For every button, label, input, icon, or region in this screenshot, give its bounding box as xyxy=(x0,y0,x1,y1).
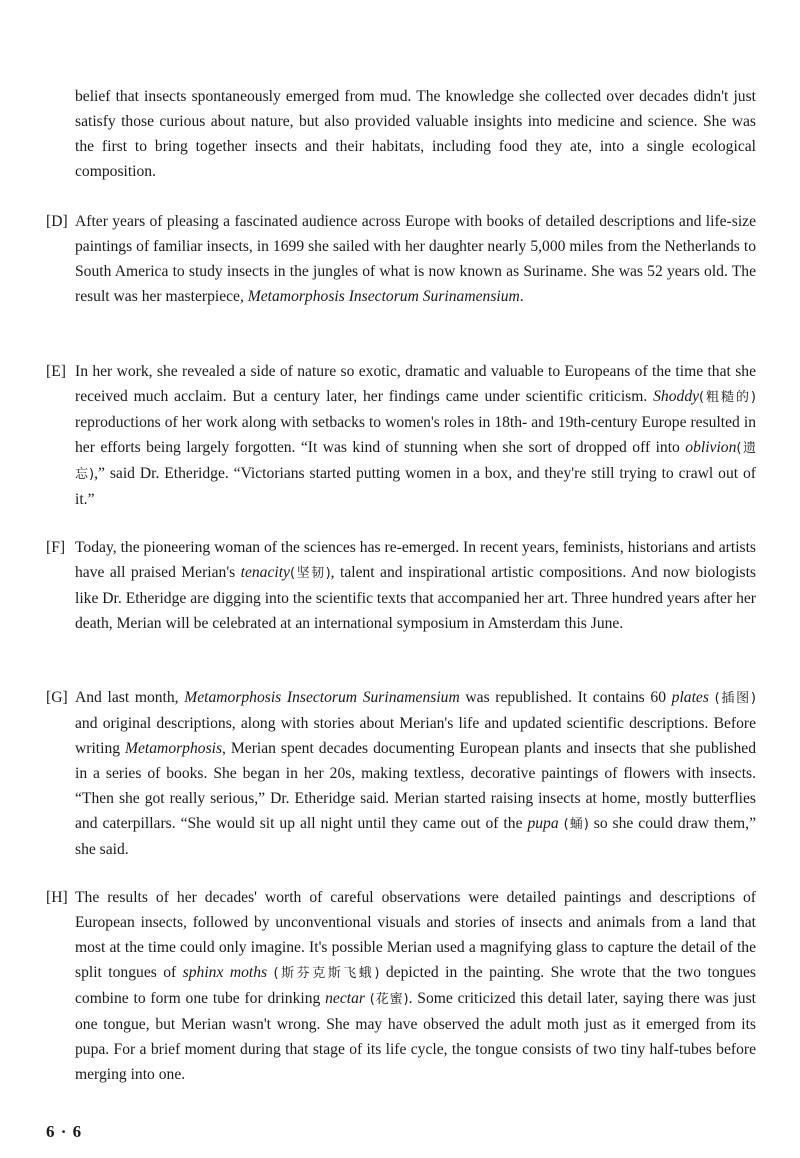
paragraph-text: , Merian spent decades documenting European plants and insects that she published in a series of books. She began in her 20s, making textless, decorative paintings of flowers with insects. “Then she got really serious,” Dr. Etheridge said. Merian started raising insects at home, mostly butterflies and caterpillars. “She would sit up all night until they came out of the xyxy=(75,740,756,832)
paragraph-text: belief that insects spontaneously emerged from mud. The knowledge she collected over decades didn't just satisfy those curious about nature, but also provided valuable insights into medicine and science. She was the first to bring together insects and their habitats, including food they ate, into a single ecological composition. xyxy=(75,88,756,180)
paragraph-text: The results of her decades' worth of careful observations were detailed paintings and descriptions of European insects, followed by unconventional visuals and stories of insects and animals from a land that most at the time could only imagine. It's possible Merian used a magnifying glass to capture the detail of the split tongues of xyxy=(75,889,756,981)
paragraph-e xyxy=(46,359,756,512)
paragraph-text: reproductions of her work along with setbacks to women's roles in 18th- and 19th-century Europe resulted in her efforts being largely forgotten. “It was kind of stunning when she sort of dropped off into xyxy=(75,414,756,456)
chinese-gloss: (蛹) xyxy=(563,817,589,832)
chinese-gloss: (花蜜) xyxy=(369,992,409,1007)
paragraph-h xyxy=(46,885,756,1087)
paragraph-c-continued xyxy=(75,84,756,184)
vocab-word: plates xyxy=(671,689,709,706)
paragraph-text: Today, the pioneering woman of the sciences has re-emerged. In recent years, feminists, historians and artists have all praised Merian's xyxy=(75,539,756,581)
paragraph-f xyxy=(46,535,756,636)
paragraph-text: depicted in the painting. She wrote that the two tongues combine to form one tube for drinking xyxy=(75,964,756,1007)
vocab-word: tenacity xyxy=(240,564,290,581)
paragraph-label: [G] xyxy=(46,689,68,706)
chinese-gloss: (粗糙的) xyxy=(699,390,756,405)
vocab-word: oblivion xyxy=(685,439,737,456)
paragraph-d xyxy=(46,209,756,309)
page-number: 6 · 6 xyxy=(46,1122,83,1141)
chinese-gloss: (坚韧) xyxy=(289,566,331,581)
paragraph-text: . xyxy=(519,288,524,305)
paragraph-text: and original descriptions, along with stories about Merian's life and updated scientific descriptions. Before writing xyxy=(75,715,756,757)
paragraph-text: And last month, xyxy=(75,689,185,706)
paragraph-label: [D] xyxy=(46,213,68,230)
paragraph-text: After years of pleasing a fascinated audience across Europe with books of detailed descriptions and life-size paintings of familiar insects, in 1699 she sailed with her daughter nearly 5,000 miles from the Netherlands to South America to study insects in the jungles of what is now known as Suriname. She was 52 years old. The result was her masterpiece, xyxy=(75,213,756,305)
paragraph-label: [H] xyxy=(46,889,68,906)
chinese-gloss: (斯芬克斯飞蛾) xyxy=(273,966,380,981)
vocab-word: sphinx moths xyxy=(182,964,268,981)
book-title: Metamorphosis Insectorum Surinamensium xyxy=(247,288,520,305)
vocab-word: nectar xyxy=(325,990,365,1007)
paragraph-text: so she could draw them,” she said. xyxy=(75,815,756,858)
paragraph-text: . Some criticized this detail later, saying there was just one tongue, but Merian wasn't wrong. She may have observed the adult moth just as it emerged from its pupa. For a brief moment during that stage of its life cycle, the tongue consists of two tiny half-tubes before merging into one. xyxy=(75,990,756,1083)
chinese-gloss: (插图) xyxy=(714,691,756,706)
paragraph-text: In her work, she revealed a side of nature so exotic, dramatic and valuable to Europeans of the time that she received much acclaim. But a century later, her findings came under scientific criticism. xyxy=(75,363,756,405)
paragraph-text: , talent and inspirational artistic compositions. And now biologists like Dr. Etheridge are digging into the scientific texts that accompanied her art. Three hundred years after her death, Merian will be celebrated at an international symposium in Amsterdam this June. xyxy=(75,564,756,632)
paragraph-label: [E] xyxy=(46,363,66,380)
paragraph-text: was republished. It contains 60 xyxy=(459,689,672,706)
paragraph-label: [F] xyxy=(46,539,66,556)
book-title: Metamorphosis xyxy=(125,740,223,757)
paragraph-text: ,” said Dr. Etheridge. “Victorians started putting women in a box, and they're still trying to crawl out of it.” xyxy=(75,465,756,508)
book-title: Metamorphosis Insectorum Surinamensium xyxy=(184,689,460,706)
chinese-gloss: (遗忘) xyxy=(75,441,756,482)
vocab-word: pupa xyxy=(527,815,559,832)
vocab-word: Shoddy xyxy=(653,388,700,405)
paragraph-g xyxy=(46,685,756,862)
